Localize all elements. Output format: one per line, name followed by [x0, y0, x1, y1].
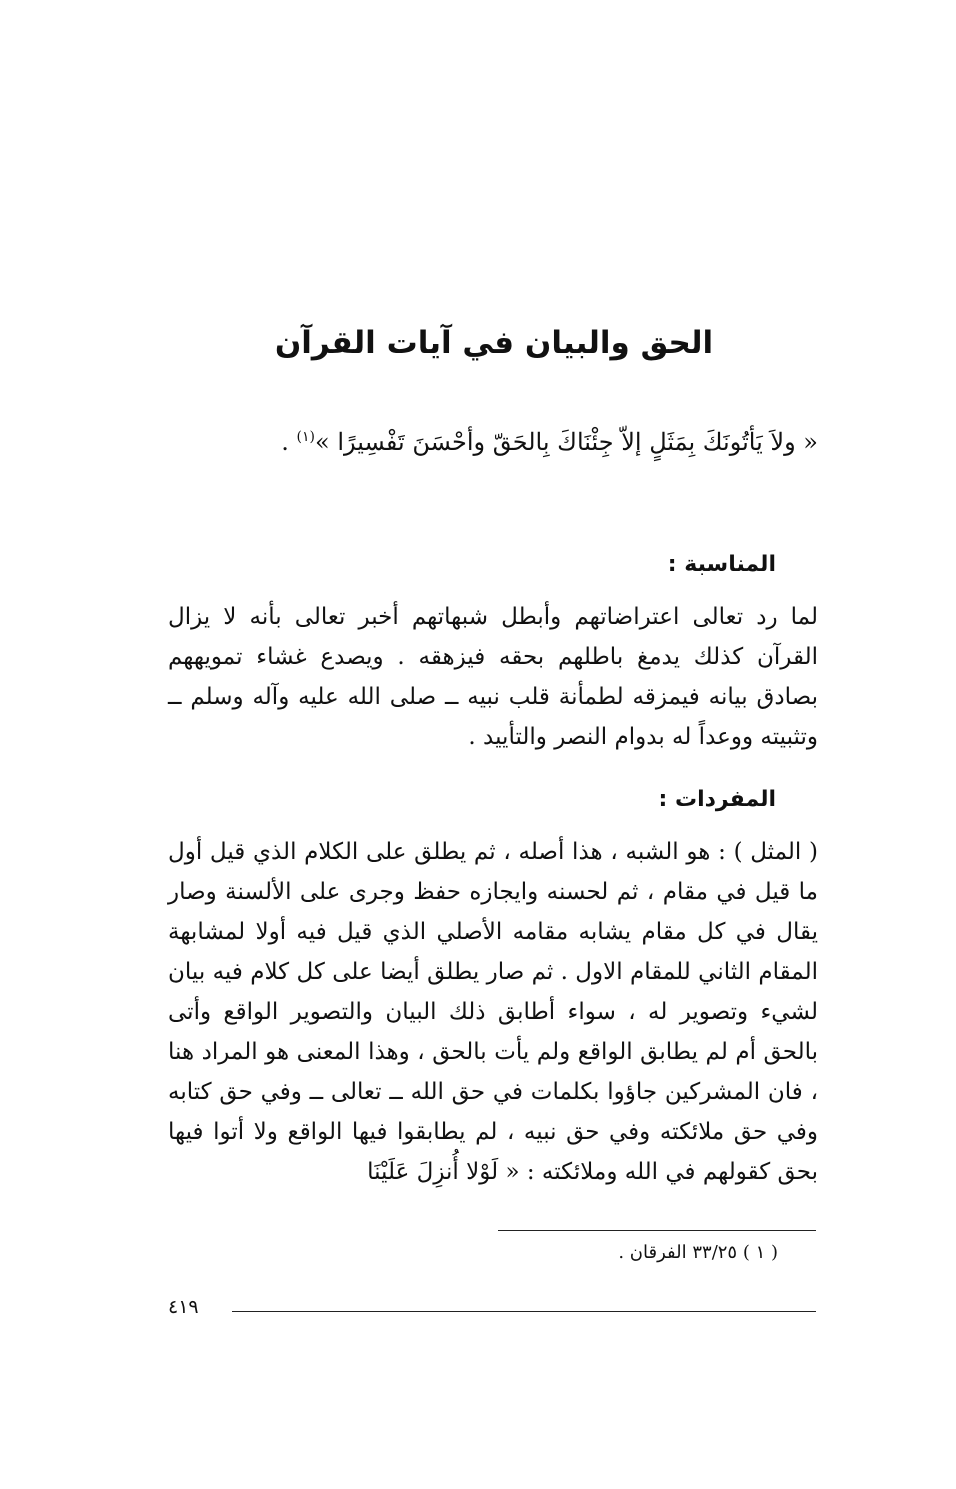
section-body-mufradat: ( المثل ) : هو الشبه ، هذا أصله ، ثم يطلق على الكلام الذي قيل أول ما قيل في مقام ، ثم لحسنه وايجازه حفظ وجرى على الألسنة وصار يقال في كل مقام يشابه مقامه الأصلي الذي قيل فيه أولا لمشابهة المقام الثاني للمقام الاول . ثم صار يطلق أيضا على كل كلام فيه بيان لشيء وتصوير له ، سواء أطابق ذلك البيان والتصوير الواقع وأتى بالحق أم لم يطابق الواقع ولم يأت بالحق ، وهذا المعنى هو المراد هنا ، فان المشركين جاؤوا بكلمات في حق الله ــ تعالى ــ وفي حق كتابه وفي حق ملائكته وفي حق نبيه ، لم يطابقوا فيها الواقع ولا أتوا فيها بحق كقولهم في الله وملائكته : « لَوْلا أُنزِلَ عَلَيْنَا	[168, 839, 818, 1185]
section-heading-mufradat: المفردات :	[658, 787, 776, 812]
section-body-munasaba: لما رد تعالى اعتراضاتهم وأبطل شبهاتهم أخبر تعالى بأنه لا يزال القرآن كذلك يدمغ باطلهم بحقه فيزهقه . ويصدع غشاء تمويههم بصادق بيانه فيمزقه لطمأنة قلب نبيه ــ صلى الله عليه وآله وسلم ــ وتثبيته ووعداً له بدوام النصر والتأييد .	[168, 604, 818, 750]
page-title: الحق والبيان في آيات القرآن	[274, 325, 714, 361]
footnote-reference: (١)	[296, 429, 315, 445]
section-heading-munasaba: المناسبة :	[667, 552, 776, 577]
footnote-divider	[498, 1230, 816, 1231]
quran-verse	[168, 416, 818, 468]
verse-end-mark: .	[281, 428, 297, 456]
page-number: ٤١٩	[168, 1296, 199, 1318]
page-number-divider	[232, 1311, 816, 1312]
footnote: ( ١ ) ٣٣/٢٥ الفرقان .	[618, 1242, 778, 1263]
verse-text: « ولاَ يَأتُونَكَ بِمَثَلٍ إلاّ جِئْنَاكَ بِالحَقّ وأحْسَنَ تَفْسِيرًا »	[315, 428, 818, 456]
